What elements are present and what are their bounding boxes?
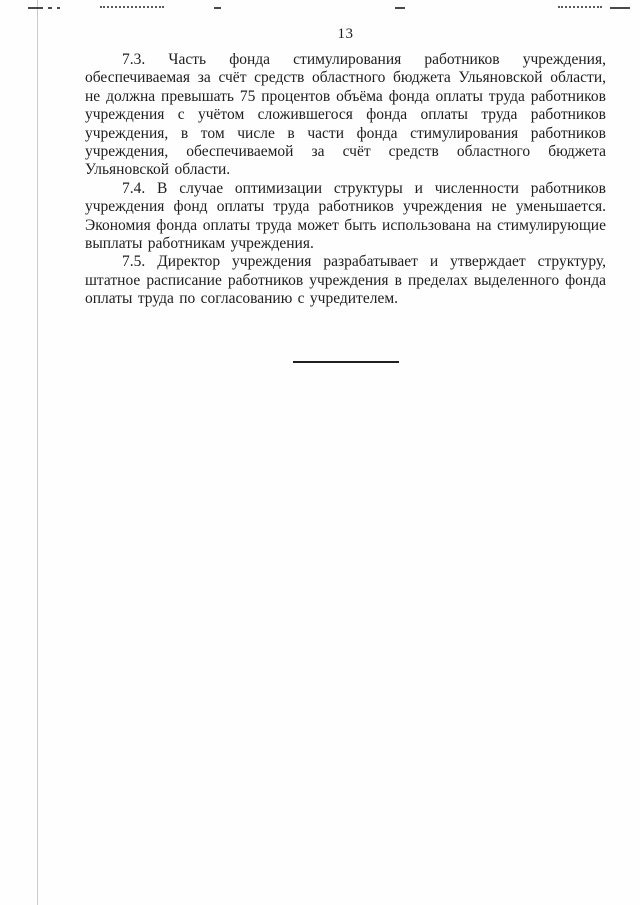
text-column — [0, 0, 640, 363]
paragraph-7-5: 7.5. Директор учреждения разрабатывает и утверждает структуру, штатное расписание работников учреждения в пределах выделенного фонда оплаты труда по согласованию с учредителем. — [85, 253, 606, 308]
page-number: 13 — [337, 26, 354, 42]
paragraph-7-3: 7.3. Часть фонда стимулирования работников учреждения, обеспечиваемая за счёт средств областного бюджета Ульяновской области, не должна превышать 75 процентов объёма фонда оплаты труда работников учреждения с учётом сложившегося фонда оплаты труда работников учреждения, в том числе в части фонда стимулирования работников учреждения, обеспечиваемой за счёт средств областного бюджета Ульяновской области. — [85, 51, 606, 179]
paragraph-7-4: 7.4. В случае оптимизации структуры и численности работников учреждения фонд оплаты труда работников учреждения не уменьшается. Экономия фонда оплаты труда может быть использована на стимулирующие выплаты работникам учреждения. — [85, 179, 606, 253]
separator-line — [293, 361, 399, 363]
